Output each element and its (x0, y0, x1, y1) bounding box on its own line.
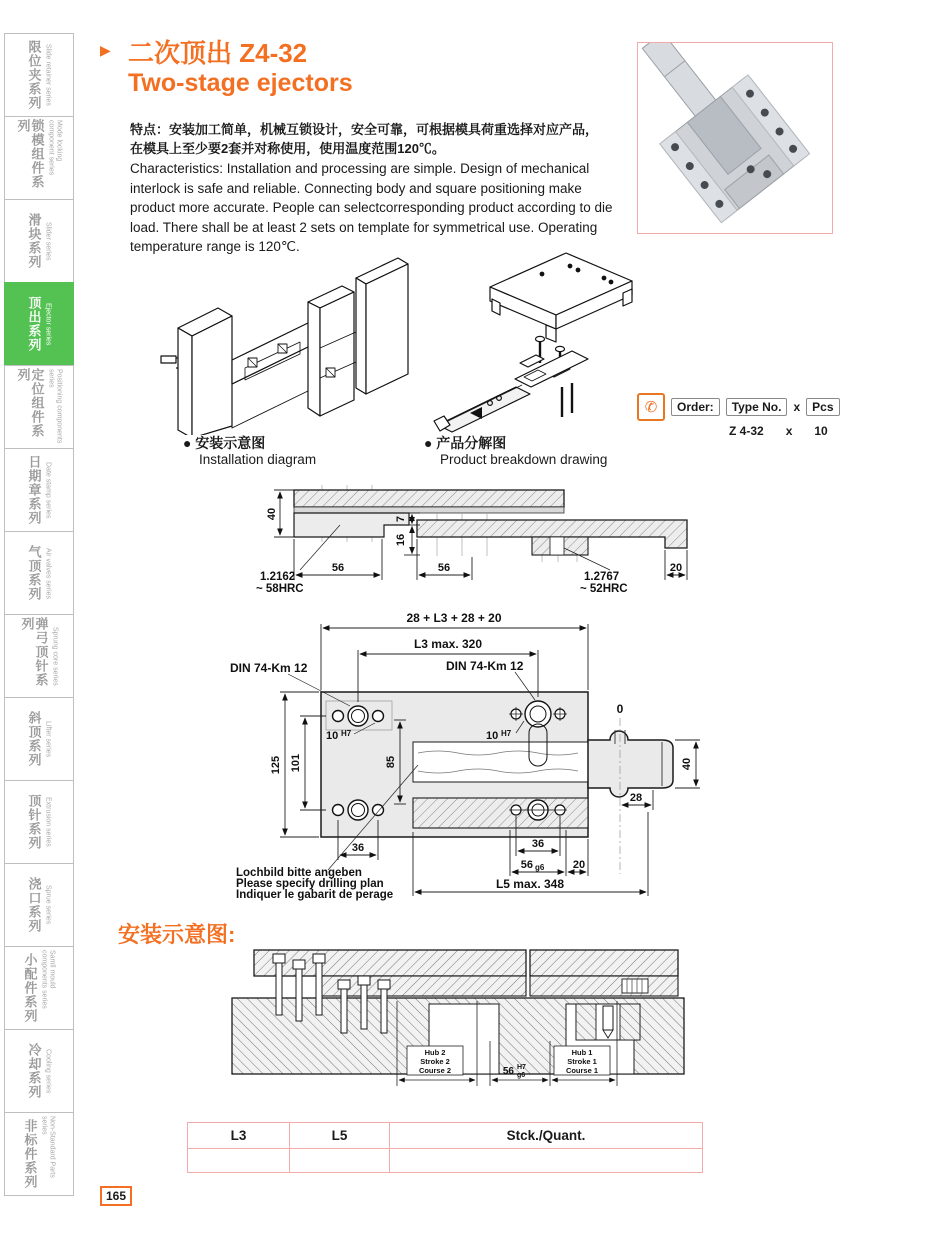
material-right-grade: 1.2767 (584, 571, 620, 583)
dim-20: 20 (669, 562, 683, 574)
sidebar-label-zh: 浇口系列 (26, 877, 42, 933)
cell-l5[interactable] (290, 1149, 390, 1173)
spec-table-empty-row (188, 1149, 703, 1173)
order-example-type: Z 4-32 (729, 424, 764, 438)
dim-total-length: 28 + L3 + 28 + 20 (406, 611, 502, 625)
dim-56-tol: g6 (535, 863, 545, 872)
sidebar-label-en: Air valves series (44, 547, 52, 599)
order-example-pcs: 10 (814, 424, 828, 438)
order-label: Order: (671, 398, 720, 416)
sidebar-label-en: Non-Standard Parts series (40, 1116, 56, 1178)
label-hub1: Hub 1 (571, 1048, 593, 1057)
order-example-x: x (785, 424, 793, 438)
label-hub2: Hub 2 (424, 1048, 446, 1057)
label-course1: Course 1 (565, 1066, 599, 1075)
sidebar-item-cooling[interactable] (4, 1029, 74, 1113)
dim-36-right: 36 (531, 838, 545, 850)
description-zh-line1: 特点：安装加工简单，机械互锁设计，安全可靠，可根据模具荷重选择对应产品， (130, 122, 599, 137)
sidebar-item-slider[interactable] (4, 199, 74, 283)
page-number: 165 (100, 1186, 132, 1206)
sidebar-item-slide-retainer[interactable] (4, 33, 74, 117)
dim-56-install: 56 (502, 1066, 514, 1077)
dim-56: 56 (520, 859, 533, 871)
caption-bullet-icon: ● (424, 435, 433, 451)
sidebar-label-en: Sprue series (44, 885, 52, 925)
dim-85: 85 (385, 755, 397, 769)
dim-56-left: 56 (331, 562, 345, 574)
cell-quant[interactable] (390, 1149, 703, 1173)
sidebar-label-zh: 日期章系列 (26, 455, 42, 525)
sidebar-label-zh: 定位组件系列 (15, 368, 45, 438)
section-geometry (294, 485, 687, 562)
note-drilling-en: Please specify drilling plan (236, 878, 384, 890)
page-title (128, 38, 353, 98)
sidebar-label-zh: 限位夹系列 (26, 40, 42, 110)
col-header-quant: Stck./Quant. (390, 1123, 703, 1149)
caption-installation-en: Installation diagram (199, 452, 317, 467)
caption-installation-zh: 安装示意图 (195, 435, 266, 451)
caption-installation (183, 435, 316, 468)
dim-10h7-left: 10 (326, 730, 339, 742)
page-title-en: Two-stage ejectors (128, 69, 353, 97)
note-drilling-de: Lochbild bitte angeben (236, 867, 362, 879)
dim-125: 125 (270, 755, 282, 775)
sidebar-label-zh: 斜顶系列 (26, 711, 42, 767)
label-stroke1: Stroke 1 (567, 1057, 597, 1066)
sidebar-label-zh: 顶针系列 (26, 794, 42, 850)
caption-breakdown-en: Product breakdown drawing (440, 452, 608, 467)
dim-36-left: 36 (351, 842, 365, 854)
product-photo-render (638, 43, 832, 233)
dim-101: 101 (290, 753, 302, 773)
plan-geometry (321, 692, 673, 874)
dim-40-bar: 40 (681, 757, 693, 771)
label-din-left: DIN 74-Km 12 (230, 661, 308, 675)
order-pcs: Pcs (806, 398, 839, 416)
installation-section-drawing (224, 946, 694, 1093)
material-right-hardness: ~ 52HRC (580, 583, 628, 595)
sidebar-item-non-standard[interactable] (4, 1112, 74, 1196)
dim-0-marker: 0 (616, 702, 624, 716)
sidebar-item-date-stamp[interactable] (4, 448, 74, 532)
phone-icon: ✆ (637, 393, 665, 421)
installation-diagram-drawing (160, 250, 410, 435)
sidebar-label-zh: 气顶系列 (26, 545, 42, 601)
page-title-zh: 二次顶出 Z4-32 (128, 38, 308, 68)
label-course2: Course 2 (418, 1066, 452, 1075)
description (130, 120, 616, 257)
sidebar-label-en: Slider series (44, 221, 52, 261)
col-header-l5: L5 (290, 1123, 390, 1149)
sidebar-label-en: Extrusion series (44, 797, 52, 847)
material-left-grade: 1.2162 (260, 571, 296, 583)
sidebar-item-mode-locking[interactable] (4, 116, 74, 200)
caption-breakdown-zh: 产品分解图 (436, 435, 507, 451)
cross-section-drawing (232, 478, 712, 600)
sidebar-label-zh: 非标件系列 (22, 1119, 38, 1189)
sidebar-item-air-valves[interactable] (4, 531, 74, 615)
dim-16: 16 (395, 533, 407, 547)
sidebar-label-en: Sprung core series (51, 626, 59, 686)
sidebar-item-lifter[interactable] (4, 697, 74, 781)
dim-l5-max: L5 max. 348 (495, 877, 565, 891)
sidebar-label-en: Ejector series (44, 302, 52, 346)
sidebar-label-en: Date stamp series (44, 461, 52, 519)
dim-10h7-left-tol: H7 (341, 729, 352, 738)
label-stroke2: Stroke 2 (420, 1057, 450, 1066)
order-x: x (793, 400, 801, 414)
material-left-hardness: ~ 58HRC (256, 583, 304, 595)
dim-20-plan: 20 (572, 859, 586, 871)
sidebar-label-zh: 冷却系列 (26, 1043, 42, 1099)
dim-56-tol-top: H7 (517, 1064, 526, 1071)
cell-l3[interactable] (188, 1149, 290, 1173)
sidebar-label-en: Samll mould components series (40, 950, 56, 1009)
dim-56-mid: 56 (437, 562, 451, 574)
sidebar-label-en: Slide retainer series (44, 44, 52, 106)
sidebar-label-zh: 锁模组件系列 (15, 119, 45, 189)
sidebar-label-zh: 小配件系列 (22, 953, 38, 1023)
sidebar-label-zh: 滑块系列 (26, 213, 42, 269)
title-bullet-icon: ▶ (100, 42, 111, 58)
dim-10h7-right: 10 (486, 730, 499, 742)
description-en: Characteristics: Installation and processing are simple. Design of mechanical interlock is safe and reliable. Connecting body and square positioning make product more accurate. People can selectcorresponding product according to die load. There shall be at least 2 sets on template for symmetrical use. Operating temperature range is 120℃. (130, 161, 613, 254)
order-info (637, 393, 857, 438)
sidebar-item-ejector-active[interactable] (4, 282, 74, 366)
sidebar-label-en: Positioning components series (47, 369, 63, 444)
sidebar-label-en: Mode locking component series (47, 120, 63, 176)
sidebar-label-en: Lifter series (44, 720, 52, 758)
sidebar-item-small-components[interactable] (4, 946, 74, 1030)
install-section-title: 安装示意图: (118, 922, 236, 947)
note-drilling-fr: Indiquer le gabarit de perage (236, 889, 394, 901)
label-din-right: DIN 74-Km 12 (446, 659, 524, 673)
dim-28: 28 (629, 792, 643, 804)
spec-table (187, 1122, 703, 1173)
sidebar-label-zh: 弹弓顶针系列 (19, 617, 49, 687)
sidebar-item-positioning[interactable] (4, 365, 74, 449)
sidebar-item-sprue[interactable] (4, 863, 74, 947)
sidebar-item-extrusion[interactable] (4, 780, 74, 864)
order-type-no: Type No. (726, 398, 788, 416)
dim-56-tol-bottom: g6 (517, 1072, 526, 1079)
caption-bullet-icon: ● (183, 435, 192, 451)
sidebar (4, 33, 74, 1196)
col-header-l3: L3 (188, 1123, 290, 1149)
spec-table-header-row (188, 1123, 703, 1149)
plan-drawing (228, 602, 718, 902)
product-breakdown-drawing (420, 245, 645, 443)
caption-breakdown (424, 435, 607, 468)
sidebar-item-sprung-core[interactable] (4, 614, 74, 698)
dim-7: 7 (395, 515, 407, 523)
sidebar-label-en: Cooling series (44, 1048, 52, 1094)
description-zh-line2: 在模具上至少要2套并对称使用，使用温度范围120℃。 (130, 141, 445, 156)
dim-40: 40 (266, 507, 278, 521)
dim-l3-max: L3 max. 320 (413, 637, 483, 651)
product-photo (637, 42, 833, 234)
sidebar-label-zh: 顶出系列 (26, 296, 42, 352)
dim-10h7-right-tol: H7 (501, 729, 512, 738)
